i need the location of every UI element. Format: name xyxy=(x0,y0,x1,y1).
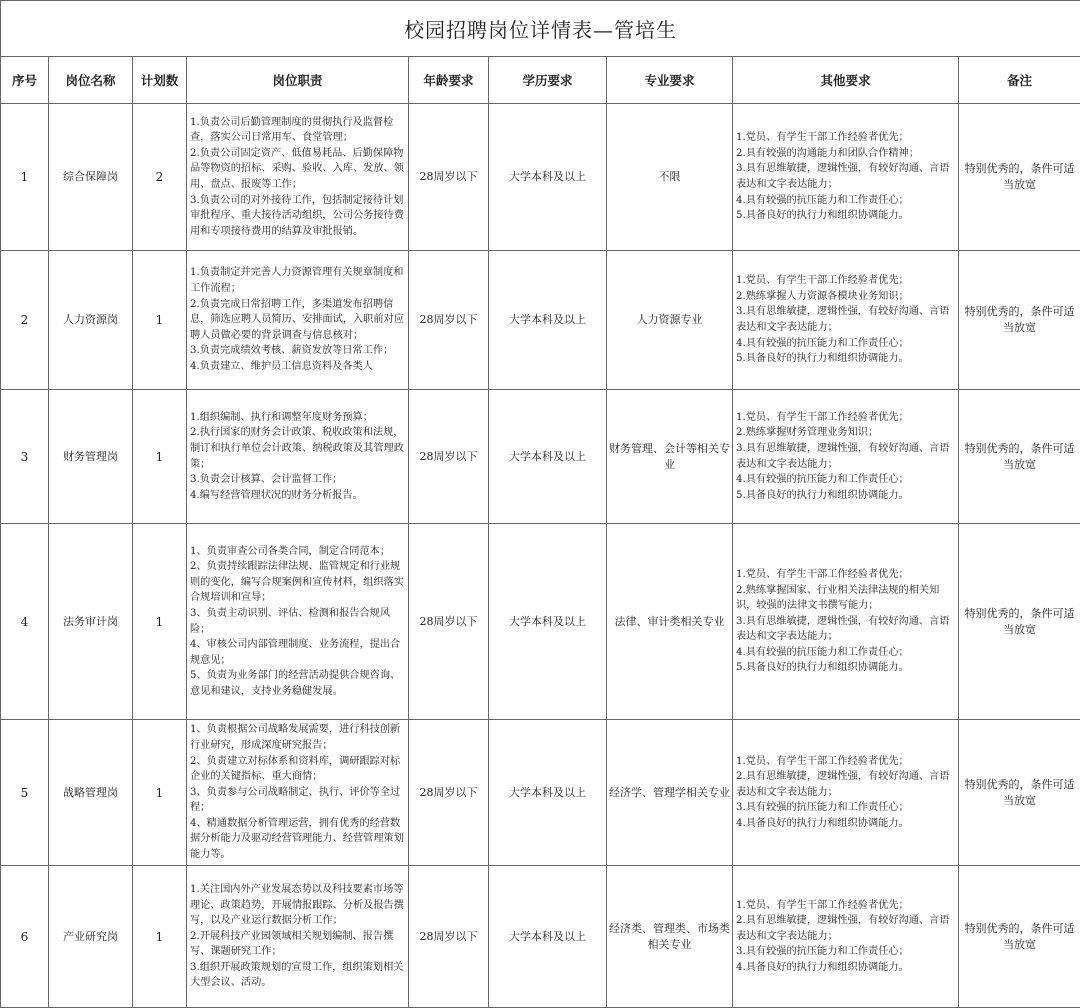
other-requirements-cell xyxy=(733,390,959,524)
row-number: 3 xyxy=(1,390,49,524)
other-requirements-cell-line: 3.具有思维敏捷，逻辑性强，有较好沟通、言语表达和文字表达能力； xyxy=(736,304,956,335)
duties-cell xyxy=(187,104,409,251)
row-number: 6 xyxy=(1,866,49,1008)
duties-cell xyxy=(187,720,409,866)
other-requirements-cell-line: 4.具有较强的抗压能力和工作责任心； xyxy=(736,472,956,488)
duties-cell xyxy=(187,866,409,1008)
major-requirement: 财务管理、会计等相关专业 xyxy=(607,390,733,524)
duties-cell-line: 5、负责为业务部门的经营活动提供合规咨询、意见和建议，支持业务稳健发展。 xyxy=(190,668,406,699)
other-requirements-cell-line: 3.具有思维敏捷，逻辑性强，有较好沟通、言语表达和文字表达能力； xyxy=(736,161,956,192)
major-requirement: 不限 xyxy=(607,104,733,251)
plan-count: 1 xyxy=(133,251,187,390)
other-requirements-cell-line: 2.熟练掌握人力资源各模块业务知识； xyxy=(736,289,956,305)
duties-cell-line: 3、负责主动识别、评估、检测和报告合规风险； xyxy=(190,606,406,637)
duties-cell-line: 3.组织开展政策规划的宣贯工作，组织策划相关大型会议、活动。 xyxy=(190,960,406,991)
other-requirements-cell-line: 1.党员、有学生干部工作经验者优先； xyxy=(736,130,956,146)
other-requirements-cell-line: 3.具有较强的抗压能力和工作责任心； xyxy=(736,944,956,960)
duties-cell-line: 2、负责持续跟踪法律法规、监管规定和行业规则的变化，编写合规案例和宣传材料，组织落实合规培训和宣导； xyxy=(190,559,406,606)
remark: 特别优秀的，条件可适当放宽 xyxy=(959,524,1080,720)
other-requirements-cell-line: 4.具备良好的执行力和组织协调能力。 xyxy=(736,960,956,976)
major-requirement: 经济类、管理类、市场类相关专业 xyxy=(607,866,733,1008)
major-requirement: 经济学、管理学相关专业 xyxy=(607,720,733,866)
other-requirements-cell-line: 1.党员、有学生干部工作经验者优先； xyxy=(736,898,956,914)
other-requirements-cell-line: 4.具有较强的抗压能力和工作责任心； xyxy=(736,193,956,209)
duties-cell-line: 4、精通数据分析管理运营，拥有优秀的经营数据分析能力及驱动经营管理能力、经营管理策划能力等。 xyxy=(190,816,406,863)
duties-cell xyxy=(187,251,409,390)
duties-cell-line: 3、负责参与公司战略制定、执行、评价等全过程； xyxy=(190,785,406,816)
duties-cell-line: 4.负责建立、维护员工信息资料及各类人 xyxy=(190,359,406,375)
header-row xyxy=(1,57,1080,104)
age-requirement: 28周岁以下 xyxy=(409,720,489,866)
age-requirement: 28周岁以下 xyxy=(409,390,489,524)
plan-count: 1 xyxy=(133,866,187,1008)
age-requirement: 28周岁以下 xyxy=(409,104,489,251)
other-requirements-cell xyxy=(733,251,959,390)
other-requirements-cell-line: 3.具有思维敏捷，逻辑性强，有较好沟通、言语表达和文字表达能力； xyxy=(736,441,956,472)
age-requirement: 28周岁以下 xyxy=(409,251,489,390)
table-row xyxy=(1,866,1080,1008)
other-requirements-cell xyxy=(733,720,959,866)
other-requirements-cell-line: 1.党员、有学生干部工作经验者优先； xyxy=(736,754,956,770)
plan-count: 2 xyxy=(133,104,187,251)
header-education: 学历要求 xyxy=(489,57,607,104)
other-requirements-cell xyxy=(733,866,959,1008)
other-requirements-cell-line: 1.党员、有学生干部工作经验者优先； xyxy=(736,273,956,289)
other-requirements-cell-line: 3.具有思维敏捷，逻辑性强，有较好沟通、言语表达和文字表达能力； xyxy=(736,614,956,645)
duties-cell-line: 2.开展科技产业园领域相关规划编制、报告撰写、课题研究工作； xyxy=(190,929,406,960)
other-requirements-cell-line: 4.具备良好的执行力和组织协调能力。 xyxy=(736,816,956,832)
education-requirement: 大学本科及以上 xyxy=(489,524,607,720)
duties-cell-line: 2、负责建立对标体系和资料库，调研跟踪对标企业的关键指标、重大商情； xyxy=(190,754,406,785)
education-requirement: 大学本科及以上 xyxy=(489,104,607,251)
other-requirements-cell-line: 2.具有思维敏捷，逻辑性强，有较好沟通、言语表达和文字表达能力； xyxy=(736,769,956,800)
table-row xyxy=(1,524,1080,720)
header-age: 年龄要求 xyxy=(409,57,489,104)
education-requirement: 大学本科及以上 xyxy=(489,720,607,866)
header-plan-count: 计划数 xyxy=(133,57,187,104)
other-requirements-cell-line: 2.熟练掌握财务管理业务知识； xyxy=(736,425,956,441)
header-duties: 岗位职责 xyxy=(187,57,409,104)
other-requirements-cell-line: 4.具有较强的抗压能力和工作责任心； xyxy=(736,336,956,352)
duties-cell xyxy=(187,524,409,720)
other-requirements-cell-line: 1.党员、有学生干部工作经验者优先； xyxy=(736,567,956,583)
header-major: 专业要求 xyxy=(607,57,733,104)
row-number: 1 xyxy=(1,104,49,251)
duties-cell-line: 1.关注国内外产业发展态势以及科技要素市场等理论、政策趋势，开展情报跟踪、分析及报告撰写，以及产业运行数据分析工作； xyxy=(190,882,406,929)
position-name: 法务审计岗 xyxy=(49,524,133,720)
table-title: 校园招聘岗位详情表—管培生 xyxy=(1,1,1080,57)
header-position-name: 岗位名称 xyxy=(49,57,133,104)
table-row xyxy=(1,104,1080,251)
remark: 特别优秀的，条件可适当放宽 xyxy=(959,251,1080,390)
other-requirements-cell-line: 4.具有较强的抗压能力和工作责任心； xyxy=(736,645,956,661)
position-name: 综合保障岗 xyxy=(49,104,133,251)
duties-cell-line: 2.执行国家的财务会计政策、税收政策和法规，制订和执行单位会计政策、纳税政策及其管理政策； xyxy=(190,425,406,472)
duties-cell-line: 1.负责公司后勤管理制度的贯彻执行及监督检查，落实公司日常用车、食堂管理； xyxy=(190,115,406,146)
duties-cell-line: 1、负责审查公司各类合同，制定合同范本； xyxy=(190,544,406,560)
other-requirements-cell-line: 5.具备良好的执行力和组织协调能力。 xyxy=(736,488,956,504)
remark: 特别优秀的，条件可适当放宽 xyxy=(959,390,1080,524)
plan-count: 1 xyxy=(133,390,187,524)
table-row xyxy=(1,251,1080,390)
other-requirements-cell-line: 1.党员、有学生干部工作经验者优先； xyxy=(736,410,956,426)
other-requirements-cell-line: 2.熟练掌握国家、行业相关法律法规的相关知识，较强的法律文书撰写能力； xyxy=(736,583,956,614)
position-name: 财务管理岗 xyxy=(49,390,133,524)
table-row xyxy=(1,390,1080,524)
duties-cell-line: 3.负责会计核算、会计监督工作； xyxy=(190,472,406,488)
duties-cell-line: 1.组织编制、执行和调整年度财务预算； xyxy=(190,410,406,426)
major-requirement: 法律、审计类相关专业 xyxy=(607,524,733,720)
education-requirement: 大学本科及以上 xyxy=(489,251,607,390)
position-name: 产业研究岗 xyxy=(49,866,133,1008)
row-number: 4 xyxy=(1,524,49,720)
other-requirements-cell-line: 2.具有较强的沟通能力和团队合作精神； xyxy=(736,146,956,162)
other-requirements-cell-line: 3.具有较强的抗压能力和工作责任心； xyxy=(736,800,956,816)
education-requirement: 大学本科及以上 xyxy=(489,390,607,524)
remark: 特别优秀的，条件可适当放宽 xyxy=(959,104,1080,251)
education-requirement: 大学本科及以上 xyxy=(489,866,607,1008)
other-requirements-cell xyxy=(733,524,959,720)
duties-cell-line: 4、审核公司内部管理制度、业务流程，提出合规意见； xyxy=(190,637,406,668)
row-number: 5 xyxy=(1,720,49,866)
duties-cell-line: 3.负责完成绩效考核、薪资发放等日常工作； xyxy=(190,343,406,359)
header-no: 序号 xyxy=(1,57,49,104)
remark: 特别优秀的，条件可适当放宽 xyxy=(959,720,1080,866)
duties-cell-line: 2.负责公司固定资产、低值易耗品、后勤保障物品等物资的招标、采购、验收、入库、发放、领用、盘点、报废等工作； xyxy=(190,146,406,193)
age-requirement: 28周岁以下 xyxy=(409,524,489,720)
other-requirements-cell-line: 5.具备良好的执行力和组织协调能力。 xyxy=(736,208,956,224)
duties-cell-line: 3.负责公司的对外接待工作，包括制定接待计划审批程序、重大接待活动组织，公司公务接待费用和专项接待费用的结算及审批报销。 xyxy=(190,193,406,240)
other-requirements-cell-line: 5.具备良好的执行力和组织协调能力。 xyxy=(736,660,956,676)
duties-cell-line: 1.负责制定并完善人力资源管理有关规章制度和工作流程； xyxy=(190,265,406,296)
row-number: 2 xyxy=(1,251,49,390)
duties-cell-line: 1、负责根据公司战略发展需要，进行科技创新行业研究，形成深度研究报告； xyxy=(190,722,406,753)
duties-cell xyxy=(187,390,409,524)
table-body xyxy=(1,104,1080,1008)
header-remark: 备注 xyxy=(959,57,1080,104)
plan-count: 1 xyxy=(133,720,187,866)
position-name: 人力资源岗 xyxy=(49,251,133,390)
table-row xyxy=(1,720,1080,866)
major-requirement: 人力资源专业 xyxy=(607,251,733,390)
age-requirement: 28周岁以下 xyxy=(409,866,489,1008)
remark: 特别优秀的，条件可适当放宽 xyxy=(959,866,1080,1008)
other-requirements-cell xyxy=(733,104,959,251)
duties-cell-line: 2.负责完成日常招聘工作，多渠道发布招聘信息，筛选应聘人员简历、安排面试，入职前对应聘人员做必要的背景调查与信息核对； xyxy=(190,297,406,344)
header-other: 其他要求 xyxy=(733,57,959,104)
duties-cell-line: 4.编写经营管理状况的财务分析报告。 xyxy=(190,488,406,504)
other-requirements-cell-line: 5.具备良好的执行力和组织协调能力。 xyxy=(736,351,956,367)
other-requirements-cell-line: 2.具有思维敏捷，逻辑性强，有较好沟通、言语表达和文字表达能力； xyxy=(736,913,956,944)
plan-count: 1 xyxy=(133,524,187,720)
position-name: 战略管理岗 xyxy=(49,720,133,866)
